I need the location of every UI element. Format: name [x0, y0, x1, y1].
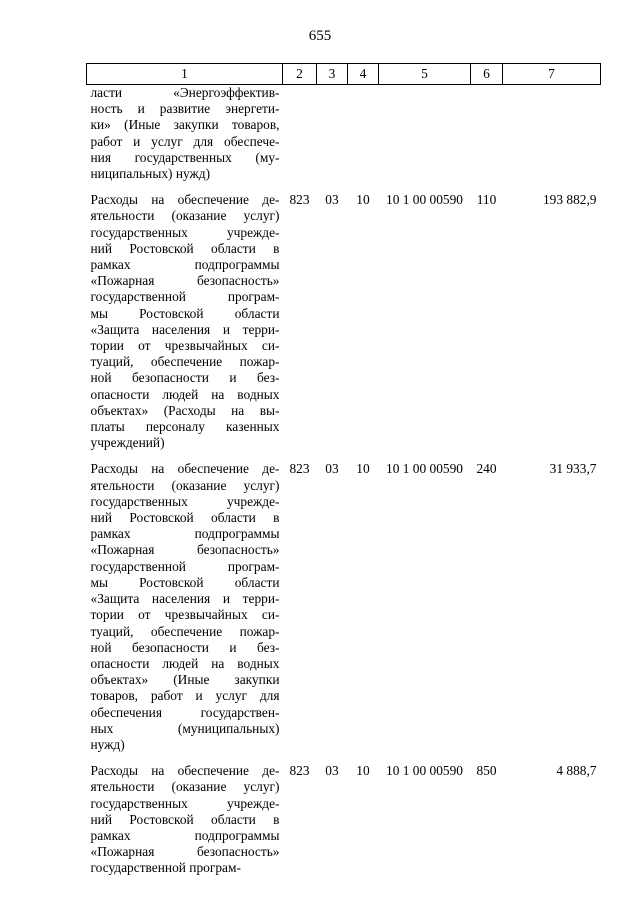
header-col-3: 3 [317, 64, 348, 85]
description-line: ных (муниципальных) [90, 720, 280, 736]
description-line: «Защита населения и терри- [90, 321, 280, 337]
description-line: туаций, обеспечение пожар- [90, 623, 280, 639]
cell-subsection-code: 10 [356, 192, 370, 208]
description-line: ки» (Иные закупки товаров, [90, 117, 280, 133]
cell-amount: 31 933,7 [549, 461, 597, 477]
description-line: «Защита населения и терри- [90, 591, 280, 607]
description-line: рамках подпрограммы [90, 257, 280, 273]
cell-target-article: 10 1 00 00590 [386, 461, 463, 477]
table-row [87, 455, 601, 757]
description-line: тории от чрезвычайных си- [90, 338, 280, 354]
description-line: государственной програм- [90, 860, 241, 876]
description-line: мы Ростовской области [90, 574, 280, 590]
cell-section-code: 03 [325, 461, 339, 477]
description-line: ной безопасности и без- [90, 370, 280, 386]
description-line: государственной програм- [90, 289, 280, 305]
description-line: ния государственных (му- [90, 149, 280, 165]
cell-subsection-code: 10 [356, 763, 370, 779]
header-col-1: 1 [87, 64, 283, 85]
description-line: ниципальных) нужд) [90, 166, 211, 182]
cell-amount: 4 888,7 [556, 763, 597, 779]
header-col-5: 5 [379, 64, 471, 85]
cell-expense-type: 240 [476, 461, 497, 477]
row-description [87, 455, 283, 757]
description-line: рамках подпрограммы [90, 526, 280, 542]
description-line: «Пожарная безопасность» [90, 273, 280, 289]
description-line: государственных учрежде- [90, 493, 280, 509]
description-line: товаров, работ и услуг для [90, 688, 280, 704]
header-col-6: 6 [471, 64, 503, 85]
cell-section-code: 03 [325, 763, 339, 779]
cell-expense-type: 110 [476, 192, 497, 208]
description-line: Расходы на обеспечение де- [90, 763, 280, 779]
cell-expense-type: 850 [476, 763, 497, 779]
cell-section-code [317, 85, 348, 187]
description-line: объектах» (Иные закупки [90, 672, 280, 688]
cell-amount [503, 85, 601, 187]
description-line: обеспечения государствен- [90, 704, 280, 720]
description-line: государственных учрежде- [90, 795, 280, 811]
cell-section-code: 03 [325, 192, 339, 208]
description-line: нужд) [90, 736, 125, 752]
cell-admin-code: 823 [289, 763, 310, 779]
description-line: тории от чрезвычайных си- [90, 607, 280, 623]
table-row [87, 186, 601, 455]
description-line: ной безопасности и без- [90, 639, 280, 655]
row-description [87, 186, 283, 455]
description-line: работ и услуг для обеспече- [90, 133, 280, 149]
budget-table [86, 63, 601, 881]
header-col-7: 7 [503, 64, 601, 85]
description-line: учреждений) [90, 435, 165, 451]
table-body [87, 85, 601, 881]
header-col-4: 4 [348, 64, 379, 85]
description-line: объектах» (Расходы на вы- [90, 402, 280, 418]
header-col-2: 2 [283, 64, 317, 85]
description-line: ний Ростовской области в [90, 811, 280, 827]
description-line: ний Ростовской области в [90, 240, 280, 256]
table-row [87, 757, 601, 880]
description-line: туаций, обеспечение пожар- [90, 354, 280, 370]
description-line: «Пожарная безопасность» [90, 844, 280, 860]
description-line: ность и развитие энергети- [90, 101, 280, 117]
description-line: ний Ростовской области в [90, 510, 280, 526]
description-line: «Пожарная безопасность» [90, 542, 280, 558]
cell-admin-code: 823 [289, 192, 310, 208]
cell-expense-type [471, 85, 503, 187]
cell-target-article: 10 1 00 00590 [386, 192, 463, 208]
description-line: государственной програм- [90, 558, 280, 574]
cell-admin-code [283, 85, 317, 187]
table-row [87, 85, 601, 187]
table-header [87, 64, 601, 85]
row-description [87, 85, 283, 187]
description-line: государственных учрежде- [90, 224, 280, 240]
description-line: ятельности (оказание услуг) [90, 208, 280, 224]
row-description [87, 757, 283, 880]
description-line: рамках подпрограммы [90, 827, 280, 843]
description-line: опасности людей на водных [90, 655, 280, 671]
header-row [87, 64, 601, 85]
cell-subsection-code [348, 85, 379, 187]
description-line: Расходы на обеспечение де- [90, 192, 280, 208]
description-line: мы Ростовской области [90, 305, 280, 321]
description-line: платы персоналу казенных [90, 419, 280, 435]
cell-subsection-code: 10 [356, 461, 370, 477]
cell-target-article: 10 1 00 00590 [386, 763, 463, 779]
description-line: ятельности (оказание услуг) [90, 477, 280, 493]
description-line: ятельности (оказание услуг) [90, 779, 280, 795]
page-number: 655 [308, 28, 332, 44]
cell-amount: 193 882,9 [542, 192, 597, 208]
description-line: Расходы на обеспечение де- [90, 461, 280, 477]
description-line: опасности людей на водных [90, 386, 280, 402]
description-line: ласти «Энергоэффектив- [90, 85, 280, 100]
cell-admin-code: 823 [289, 461, 310, 477]
cell-target-article [379, 85, 471, 187]
